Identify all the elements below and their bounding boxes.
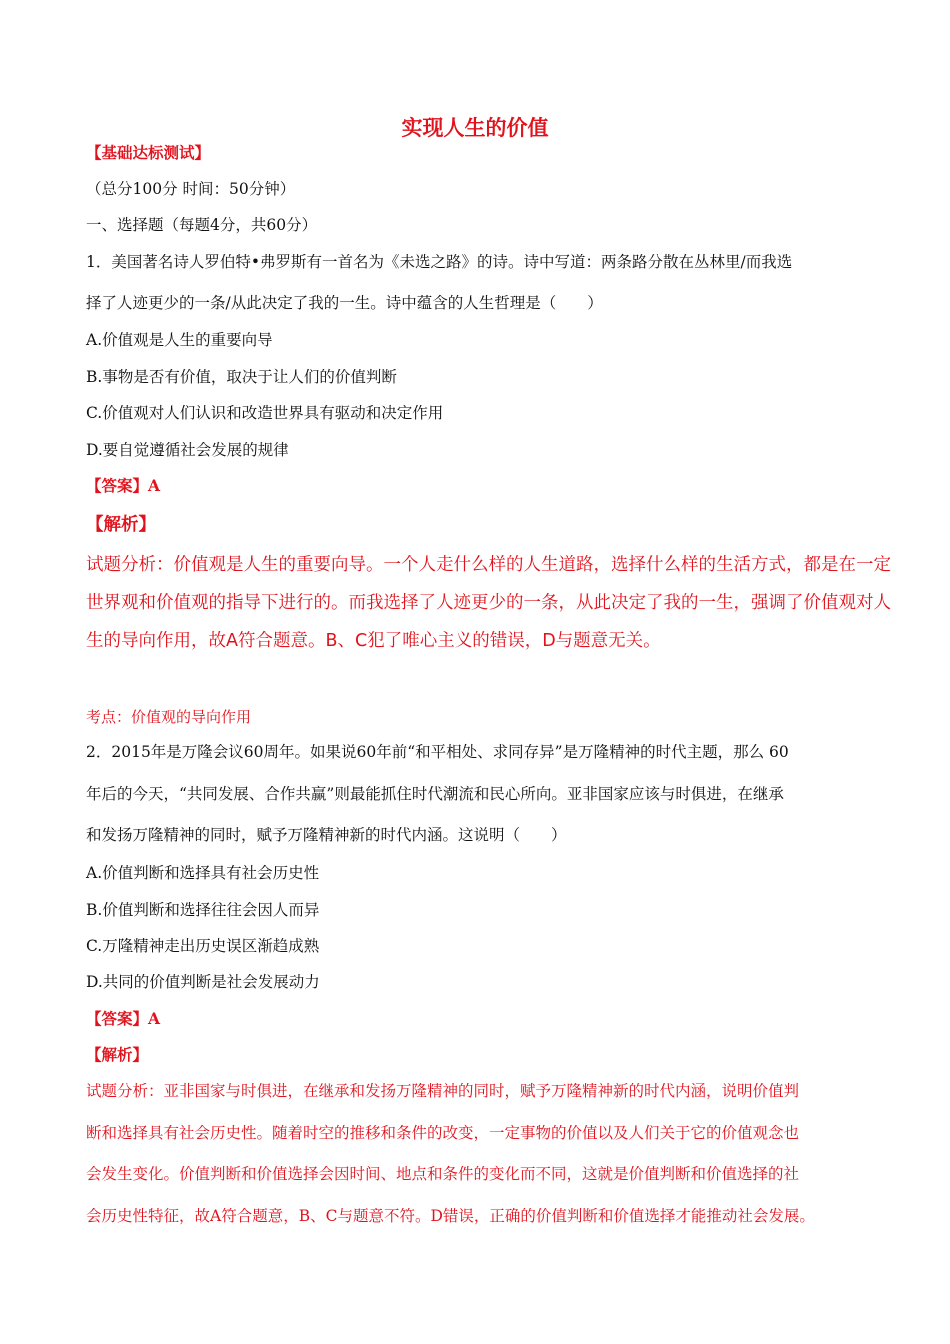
exam-info: （总分100分 时间：50分钟） <box>86 180 296 198</box>
question-1-answer: 【答案】A <box>86 476 161 495</box>
question-2-stem-line-1: 2．2015年是万隆会议60周年。如果说60年前“和平相处、求同存异”是万隆精神的时代主题，那么 60 <box>86 743 789 761</box>
question-1-analysis-line-1: 试题分析：价值观是人生的重要向导。一个人走什么样的人生道路，选择什么样的生活方式，都是在一定 <box>86 555 891 575</box>
question-1-analysis-line-3: 生的导向作用，故A符合题意。B、C犯了唯心主义的错误，D与题意无关。 <box>86 631 661 651</box>
question-1-option-b: B.事物是否有价值，取决于让人们的价值判断 <box>86 368 397 386</box>
question-2-stem-line-2: 年后的今天，“共同发展、合作共赢”则最能抓住时代潮流和民心所向。亚非国家应该与时俱进，在继承 <box>86 785 784 803</box>
question-2-stem-line-3: 和发扬万隆精神的同时，赋予万隆精神新的时代内涵。这说明（ ） <box>86 826 567 844</box>
question-1-stem-line-2: 择了人迹更少的一条/从此决定了我的一生。诗中蕴含的人生哲理是（ ） <box>86 294 603 312</box>
question-1-option-c: C.价值观对人们认识和改造世界具有驱动和决定作用 <box>86 404 444 422</box>
question-2-option-a: A.价值判断和选择具有社会历史性 <box>86 864 320 882</box>
question-1-analysis-line-2: 世界观和价值观的指导下进行的。而我选择了人迹更少的一条，从此决定了我的一生，强调了价值观对人 <box>86 593 891 613</box>
section-label: 【基础达标测试】 <box>86 143 211 162</box>
question-2-answer: 【答案】A <box>86 1009 161 1028</box>
question-2-analysis-label: 【解析】 <box>86 1045 149 1064</box>
question-2-option-b: B.价值判断和选择往往会因人而异 <box>86 901 320 919</box>
question-2-option-c: C.万隆精神走出历史误区渐趋成熟 <box>86 937 320 955</box>
question-2-analysis-line-4: 会历史性特征，故A符合题意，B、C与题意不符。D错误，正确的价值判断和价值选择才能推动社会发展。 <box>86 1207 815 1225</box>
question-1-stem-line-1: 1．美国著名诗人罗伯特•弗罗斯有一首名为《未选之路》的诗。诗中写道：两条路分散在丛林里/而我选 <box>86 253 793 271</box>
question-1-analysis-label: 【解析】 <box>86 515 156 535</box>
question-1-option-d: D.要自觉遵循社会发展的规律 <box>86 441 289 459</box>
question-2-analysis-line-2: 断和选择具有社会历史性。随着时空的推移和条件的改变，一定事物的价值以及人们关于它的价值观念也 <box>86 1124 800 1142</box>
question-2-option-d: D.共同的价值判断是社会发展动力 <box>86 973 320 991</box>
question-1-option-a: A.价值观是人生的重要向导 <box>86 331 273 349</box>
question-1-knowledge-point: 考点：价值观的导向作用 <box>86 708 252 726</box>
question-2-analysis-line-3: 会发生变化。价值判断和价值选择会因时间、地点和条件的变化而不同，这就是价值判断和价值选择的社 <box>86 1165 800 1183</box>
part-heading: 一、选择题（每题4分，共60分） <box>86 216 318 234</box>
question-2-analysis-line-1: 试题分析：亚非国家与时俱进，在继承和发扬万隆精神的同时，赋予万隆精神新的时代内涵，说明价值判 <box>86 1082 800 1100</box>
page-title: 实现人生的价值 <box>401 116 549 140</box>
